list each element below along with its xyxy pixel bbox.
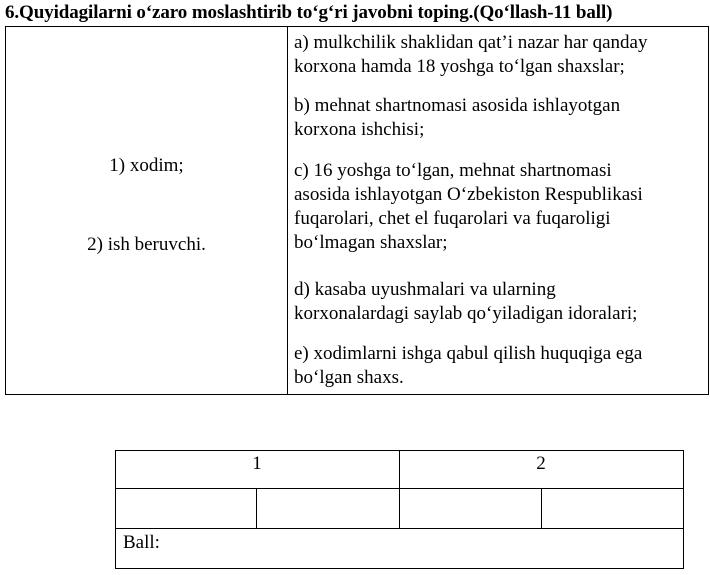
answer-header-1: 1 (252, 453, 262, 474)
answer-table-bottom-border (115, 568, 684, 569)
matching-table (5, 26, 709, 394)
ball-label: Ball: (123, 532, 160, 553)
right-item-e: e) xodimlarni ishga qabul qilish huquqiga ega bo‘lgan shaxs. (294, 343, 643, 388)
answer-cell-2a[interactable] (400, 492, 541, 526)
answer-table (115, 450, 684, 569)
answer-cell-1b[interactable] (257, 492, 399, 526)
right-item-c: c) 16 yoshga to‘lgan, mehnat shartnomasi asosida ishlayotgan O‘zbekiston Respublikasi fuqarolari, chet el fuqarolari va fuqaroligi bo‘lmagan shaxslar; (294, 160, 643, 253)
left-item-xodim: 1) xodim; (109, 155, 184, 176)
right-item-a: a) mulkchilik shaklidan qat’i nazar har qanday korxona hamda 18 yoshga to‘lgan shaxslar; (294, 32, 648, 77)
left-column (6, 27, 287, 395)
question-title: 6.Quyidagilarni o‘zaro moslashtirib to‘g‘ri javobni toping.(Qo‘llash-11 ball) (5, 2, 613, 23)
right-item-d: d) kasaba uyushmalari va ularning korxonalardagi saylab qo‘yiladigan idoralari; (294, 279, 638, 324)
answer-cell-1a[interactable] (115, 492, 256, 526)
answer-table-row-divider (115, 528, 684, 529)
column-divider (287, 27, 288, 395)
answer-cell-2b[interactable] (542, 492, 683, 526)
right-item-b: b) mehnat shartnomasi asosida ishlayotgan korxona ishchisi; (294, 95, 621, 140)
answer-header-2: 2 (536, 453, 546, 474)
left-item-ish-beruvchi: 2) ish beruvchi. (87, 234, 206, 255)
answer-table-right-border (683, 450, 684, 569)
